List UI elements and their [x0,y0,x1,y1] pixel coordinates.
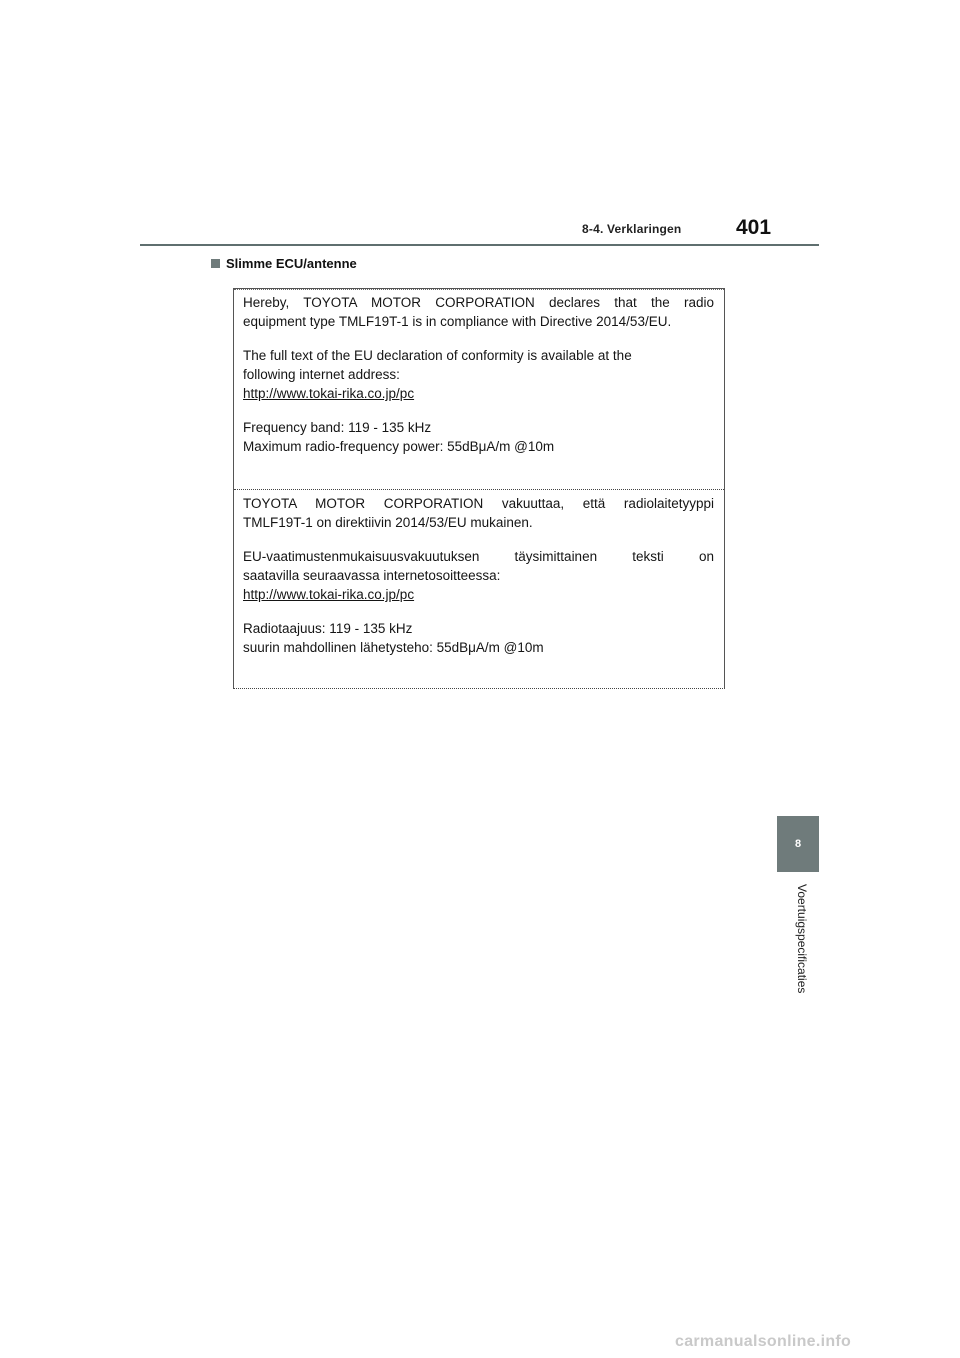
fi-frequency: Radiotaajuus: 119 - 135 kHz [243,621,413,636]
square-bullet-icon [211,259,220,268]
english-declaration [243,293,714,456]
en-line-1: Hereby, TOYOTA MOTOR CORPORATION declares that the radio [243,295,714,310]
fi-line-4: saatavilla seuraavassa internetosoitteessa: [243,568,501,583]
fi-line-1: TOYOTA MOTOR CORPORATION vakuuttaa, että radiolaitetyyppi [243,496,714,511]
en-frequency: Frequency band: 119 - 135 kHz [243,420,432,435]
chapter-title: Voertuigspecificaties [795,884,809,994]
fi-url: http://www.tokai-rika.co.jp/pc [243,587,415,602]
section-heading [211,256,357,271]
en-line-2: equipment type TMLF19T-1 is in compliance with Directive 2014/53/EU. [243,314,672,329]
finnish-declaration [243,494,714,657]
watermark: carmanualsonline.info [675,1333,852,1350]
en-power: Maximum radio-frequency power: 55dBμA/m @10m [243,439,555,454]
en-url: http://www.tokai-rika.co.jp/pc [243,386,415,401]
fi-power: suurin mahdollinen lähetysteho: 55dBμA/m @10m [243,640,544,655]
heading-text: Slimme ECU/antenne [226,256,357,271]
en-line-3: The full text of the EU declaration of conformity is available at the [243,348,632,363]
declaration-label-image [233,288,725,689]
label-divider [234,489,724,490]
fi-line-2: TMLF19T-1 on direktiivin 2014/53/EU mukainen. [243,515,533,530]
page-number: 401 [736,216,772,239]
section-label: 8-4. Verklaringen [582,222,682,236]
header-rule [140,244,819,246]
fi-line-3: EU-vaatimustenmukaisuusvakuutuksen täysimittainen teksti on [243,549,714,564]
chapter-tab: 8 [777,816,819,872]
en-line-4: following internet address: [243,367,400,382]
